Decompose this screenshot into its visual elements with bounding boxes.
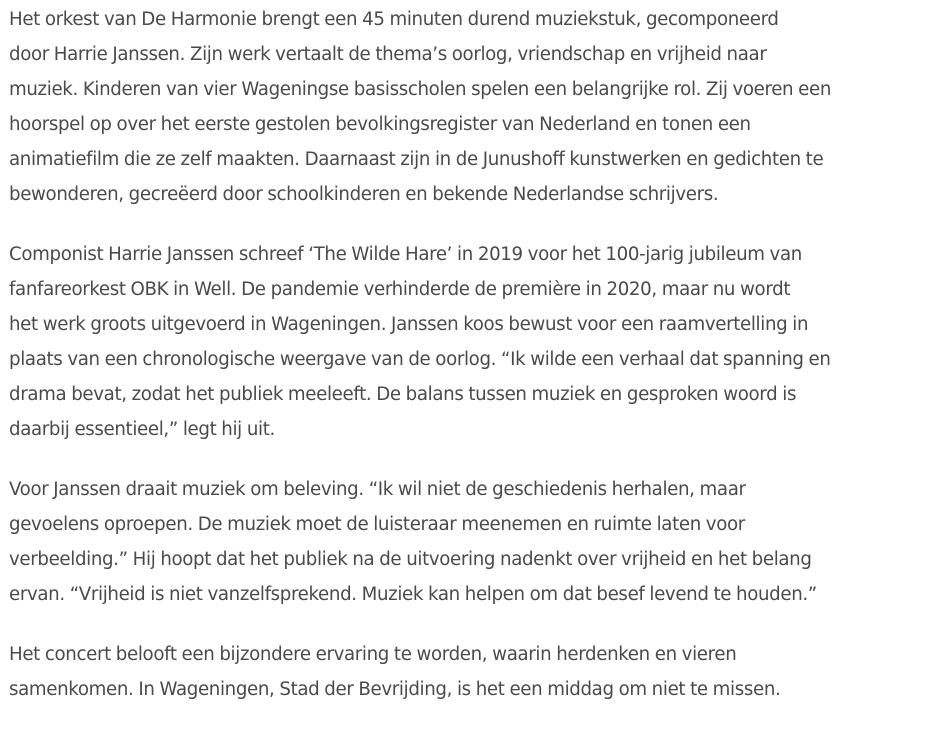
article-body bbox=[9, 2, 939, 732]
text-line: Het orkest van De Harmonie brengt een 45 minuten durend muziekstuk, gecomponeerd bbox=[9, 9, 779, 30]
paragraph-experience bbox=[9, 472, 939, 612]
text-line: door Harrie Janssen. Zijn werk vertaalt de thema’s oorlog, vriendschap en vrijheid naar bbox=[9, 44, 767, 65]
text-line: Het concert belooft een bijzondere ervaring te worden, waarin herdenken en vieren bbox=[9, 644, 737, 665]
text-line: verbeelding.” Hij hoopt dat het publiek na de uitvoering nadenkt over vrijheid en het belang bbox=[9, 549, 812, 570]
text-line: gevoelens oproepen. De muziek moet de luisteraar meenemen en ruimte laten voor bbox=[9, 514, 745, 535]
text-line: bewonderen, gecreëerd door schoolkinderen en bekende Nederlandse schrijvers. bbox=[9, 184, 719, 205]
paragraph-composer bbox=[9, 237, 939, 447]
text-line: daarbij essentieel,” legt hij uit. bbox=[9, 419, 275, 440]
text-line: fanfareorkest OBK in Well. De pandemie verhinderde de première in 2020, maar nu wordt bbox=[9, 279, 791, 300]
text-line: drama bevat, zodat het publiek meeleeft. De balans tussen muziek en gesproken woord is bbox=[9, 384, 797, 405]
text-line: Componist Harrie Janssen schreef ‘The Wilde Hare’ in 2019 voor het 100-jarig jubileum van bbox=[9, 244, 802, 265]
text-line: muziek. Kinderen van vier Wageningse basisscholen spelen een belangrijke rol. Zij voeren een bbox=[9, 79, 832, 100]
text-line: animatiefilm die ze zelf maakten. Daarnaast zijn in de Junushoff kunstwerken en gedichten te bbox=[9, 149, 824, 170]
text-line: hoorspel op over het eerste gestolen bevolkingsregister van Nederland en tonen een bbox=[9, 114, 751, 135]
text-line: plaats van een chronologische weergave van de oorlog. “Ik wilde een verhaal dat spanning en bbox=[9, 349, 831, 370]
text-line: Voor Janssen draait muziek om beleving. “Ik wil niet de geschiedenis herhalen, maar bbox=[9, 479, 746, 500]
text-line: het werk groots uitgevoerd in Wageningen. Janssen koos bewust voor een raamvertelling in bbox=[9, 314, 809, 335]
text-line: ervan. “Vrijheid is niet vanzelfsprekend. Muziek kan helpen om dat besef levend te houden.” bbox=[9, 584, 817, 605]
paragraph-conclusion bbox=[9, 637, 939, 707]
paragraph-intro bbox=[9, 2, 939, 212]
text-line: samenkomen. In Wageningen, Stad der Bevrijding, is het een middag om niet te missen. bbox=[9, 679, 781, 700]
